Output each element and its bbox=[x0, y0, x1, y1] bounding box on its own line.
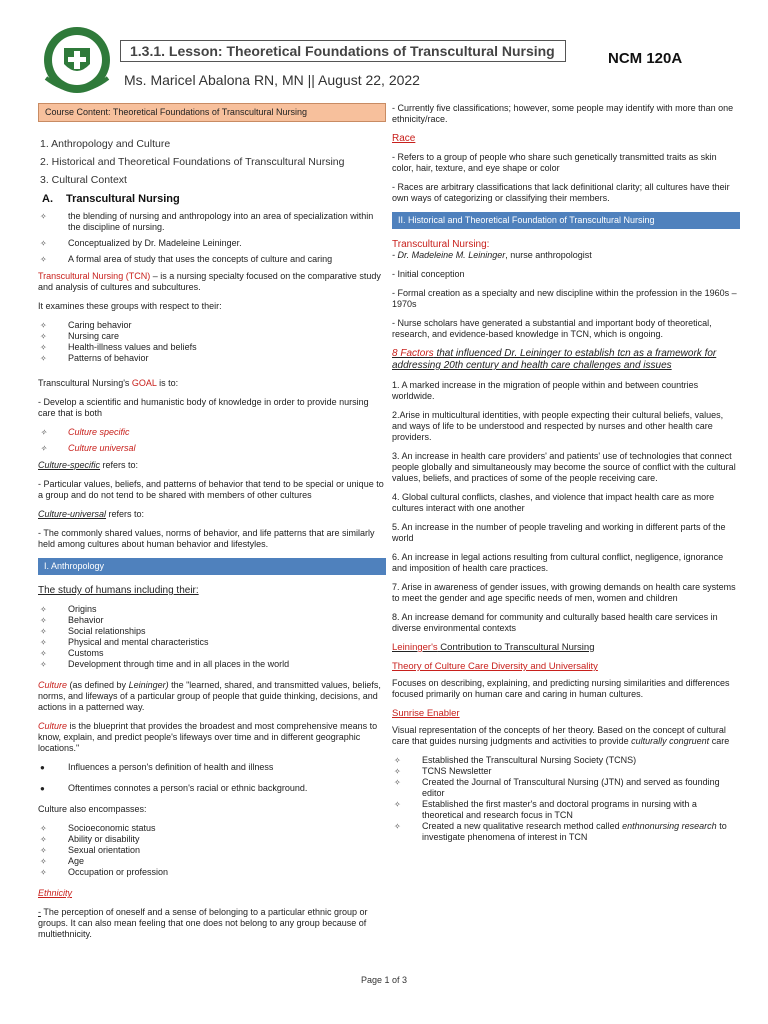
right-column bbox=[392, 103, 740, 849]
list-item: ✧ Social relationships bbox=[38, 626, 386, 637]
race-text-1: - Refers to a group of people who share such genetically transmitted traits as skin color, hair, texture, and eye shape or color bbox=[392, 152, 717, 173]
factor-item: 7. Arise in awareness of gender issues, with growing demands on health care systems to meet the gender and age specific needs of men, women and children bbox=[392, 582, 736, 603]
encompasses-list bbox=[38, 823, 386, 878]
contribution-list bbox=[392, 755, 740, 843]
factors-heading: 8 Factors that influenced Dr. Leininger to establish tcn as a framework for addressing 20th century and health care challenges and issues bbox=[392, 348, 717, 371]
study-heading: The study of humans including their: bbox=[38, 585, 199, 596]
encompasses-text: Culture also encompasses: bbox=[38, 804, 147, 814]
examines-text: It examines these groups with respect to their: bbox=[38, 301, 222, 311]
culture-definition-2: Culture is the blueprint that provides the broadest and most comprehensive means to know, explain, and predict people's lifeways over time and in different geographic locations." bbox=[38, 721, 378, 753]
race-continued: - Currently five classifications; however, some people may identify with more than one ethnicity/race. bbox=[392, 103, 734, 124]
course-content-box: Course Content: Theoretical Foundations of Transcultural Nursing bbox=[38, 103, 386, 122]
left-column bbox=[38, 103, 386, 948]
factor-item: 5. An increase in the number of people traveling and working in different parts of the world bbox=[392, 522, 726, 543]
contribution-heading: Leininger's Contribution to Transcultural Nursing bbox=[392, 642, 595, 653]
course-code: NCM 120A bbox=[608, 50, 683, 67]
list-item: ✧ Conceptualized by Dr. Madeleine Leininger. bbox=[38, 238, 386, 249]
theory-text: Focuses on describing, explaining, and predicting nursing similarities and differences focused primarily on human care and caring in human cultures. bbox=[392, 678, 730, 699]
tn-formal: - Formal creation as a specialty and new discipline within the profession in the 1960s – 1970s bbox=[392, 288, 737, 309]
list-item: ✧ Physical and mental characteristics bbox=[38, 637, 386, 648]
goal-list bbox=[38, 427, 386, 454]
tn-dr: - Dr. Madeleine M. Leininger, nurse anthropologist bbox=[392, 250, 592, 260]
section-a-heading: A. Transcultural Nursing bbox=[42, 193, 180, 205]
toc-item-3: 3. Cultural Context bbox=[40, 174, 127, 186]
list-item: ✧ Behavior bbox=[38, 615, 386, 626]
ethnicity-text: - The perception of oneself and a sense of belonging to a particular ethnic group or groups. It can also mean feeling that one does not belong to any group because of multiethnicity. bbox=[38, 907, 368, 939]
sunrise-text: Visual representation of the concepts of her theory. Based on the concept of cultural care that guides nursing judgments and activities to provide culturally congruent care bbox=[392, 725, 730, 746]
theory-heading: Theory of Culture Care Diversity and Universality bbox=[392, 661, 598, 672]
goal-line: Transcultural Nursing's GOAL is to: bbox=[38, 378, 179, 388]
race-heading: Race bbox=[392, 133, 416, 144]
list-item: ✧ Established the Transcultural Nursing Society (TCNS) bbox=[392, 755, 740, 766]
list-item: ✧ Age bbox=[38, 856, 386, 867]
list-item: ✧ the blending of nursing and anthropology into an area of specialization within the discipline of nursing. bbox=[38, 211, 386, 233]
list-item: ✧ Caring behavior bbox=[38, 320, 386, 331]
factor-item: 4. Global cultural conflicts, clashes, and violence that impact health care as more cultures interact with one another bbox=[392, 492, 715, 513]
culture-specific-label: Culture-specific refers to: bbox=[38, 460, 139, 470]
university-seal-logo bbox=[38, 20, 116, 98]
ethnicity-heading: Ethnicity bbox=[38, 888, 73, 898]
list-item: ✧ Established the first master's and doctoral programs in nursing with a theoretical and research focus in TCN bbox=[392, 799, 740, 821]
toc-item-2: 2. Historical and Theoretical Foundations of Transcultural Nursing bbox=[40, 156, 345, 168]
list-item: ● Oftentimes connotes a person's racial or ethnic background. bbox=[38, 783, 386, 794]
factor-item: 2.Arise in multicultural identities, with people expecting their cultural beliefs, values, and ways of life to be understood and respected by nurses and other health care providers. bbox=[392, 410, 724, 442]
author-date: Ms. Maricel Abalona RN, MN || August 22, 2022 bbox=[124, 72, 420, 88]
lesson-title: 1.3.1. Lesson: Theoretical Foundations of Transcultural Nursing bbox=[120, 40, 566, 62]
historical-section-box: II. Historical and Theoretical Foundation of Transcultural Nursing bbox=[392, 212, 740, 229]
culture-dots bbox=[38, 762, 386, 794]
list-item: ✧ Origins bbox=[38, 604, 386, 615]
tcn-definition: Transcultural Nursing (TCN) – is a nursing specialty focused on the comparative study and analysis of cultures and subcultures. bbox=[38, 271, 381, 292]
list-item: ✧ Culture specific bbox=[38, 427, 386, 438]
list-item: ✧ Culture universal bbox=[38, 443, 386, 454]
list-item: ✧ Patterns of behavior bbox=[38, 353, 386, 364]
culture-specific-text: - Particular values, beliefs, and patterns of behavior that tend to be special or unique to a group and do not tend to be shared with members of other cultures bbox=[38, 479, 384, 500]
list-item: ✧ Development through time and in all places in the world bbox=[38, 659, 386, 670]
list-item: ✧ Sexual orientation bbox=[38, 845, 386, 856]
list-item: ✧ Created the Journal of Transcultural Nursing (JTN) and served as founding editor bbox=[392, 777, 740, 799]
tn-bullets bbox=[38, 211, 386, 265]
culture-universal-label: Culture-universal refers to: bbox=[38, 509, 145, 519]
study-list bbox=[38, 604, 386, 670]
list-item: ✧ Nursing care bbox=[38, 331, 386, 342]
list-item: ✧ Occupation or profession bbox=[38, 867, 386, 878]
list-item: ✧ Customs bbox=[38, 648, 386, 659]
anthropology-section-box: I. Anthropology bbox=[38, 558, 386, 575]
factor-item: 1. A marked increase in the migration of people within and between countries worldwide. bbox=[392, 380, 699, 401]
tn-scholars: - Nurse scholars have generated a substantial and important body of theoretical, research, and evidence-based knowledge in TCN, which is ongoing. bbox=[392, 318, 712, 339]
race-text-2: - Races are arbitrary classifications that lack definitional clarity; all cultures have their own ways of categorizing or classifying their members. bbox=[392, 182, 730, 203]
goal-text: - Develop a scientific and humanistic body of knowledge in order to provide nursing care that is both bbox=[38, 397, 369, 418]
factor-item: 8. An increase demand for community and culturally based health care services in diverse environmental contexts bbox=[392, 612, 718, 633]
tn-heading: Transcultural Nursing: bbox=[392, 239, 490, 250]
list-item: ✧ Socioeconomic status bbox=[38, 823, 386, 834]
list-item: ✧ Health-illness values and beliefs bbox=[38, 342, 386, 353]
list-item: ● Influences a person's definition of health and illness bbox=[38, 762, 386, 773]
list-item: ✧ A formal area of study that uses the concepts of culture and caring bbox=[38, 254, 386, 265]
culture-universal-text: - The commonly shared values, norms of behavior, and life patterns that are similarly held among cultures about human behavior and lifestyles. bbox=[38, 528, 375, 549]
factor-item: 3. An increase in health care providers' and patients' use of technologies that connect people globally and simultaneously may become the source of conflict with the cultural values, beliefs, and practices of some of the people receiving care. bbox=[392, 451, 736, 483]
list-item: ✧ Created a new qualitative research method called enthnonursing research to investigate phenomena of interest in TCN bbox=[392, 821, 740, 843]
factor-item: 6. An increase in legal actions resulting from cultural conflict, negligence, ignorance and imposition of health care practices. bbox=[392, 552, 724, 573]
examines-list bbox=[38, 320, 386, 364]
sunrise-heading: Sunrise Enabler bbox=[392, 708, 460, 719]
toc-item-1: 1. Anthropology and Culture bbox=[40, 138, 171, 150]
culture-definition-1: Culture (as defined by Leininger) the "learned, shared, and transmitted values, beliefs, norms, and lifeways of a particular group of people that guide thinking, decisions, and actions in a patterned way. bbox=[38, 680, 381, 712]
list-item: ✧ TCNS Newsletter bbox=[392, 766, 740, 777]
tn-initial: - Initial conception bbox=[392, 269, 465, 279]
list-item: ✧ Ability or disability bbox=[38, 834, 386, 845]
page-number: Page 1 of 3 bbox=[360, 975, 408, 985]
